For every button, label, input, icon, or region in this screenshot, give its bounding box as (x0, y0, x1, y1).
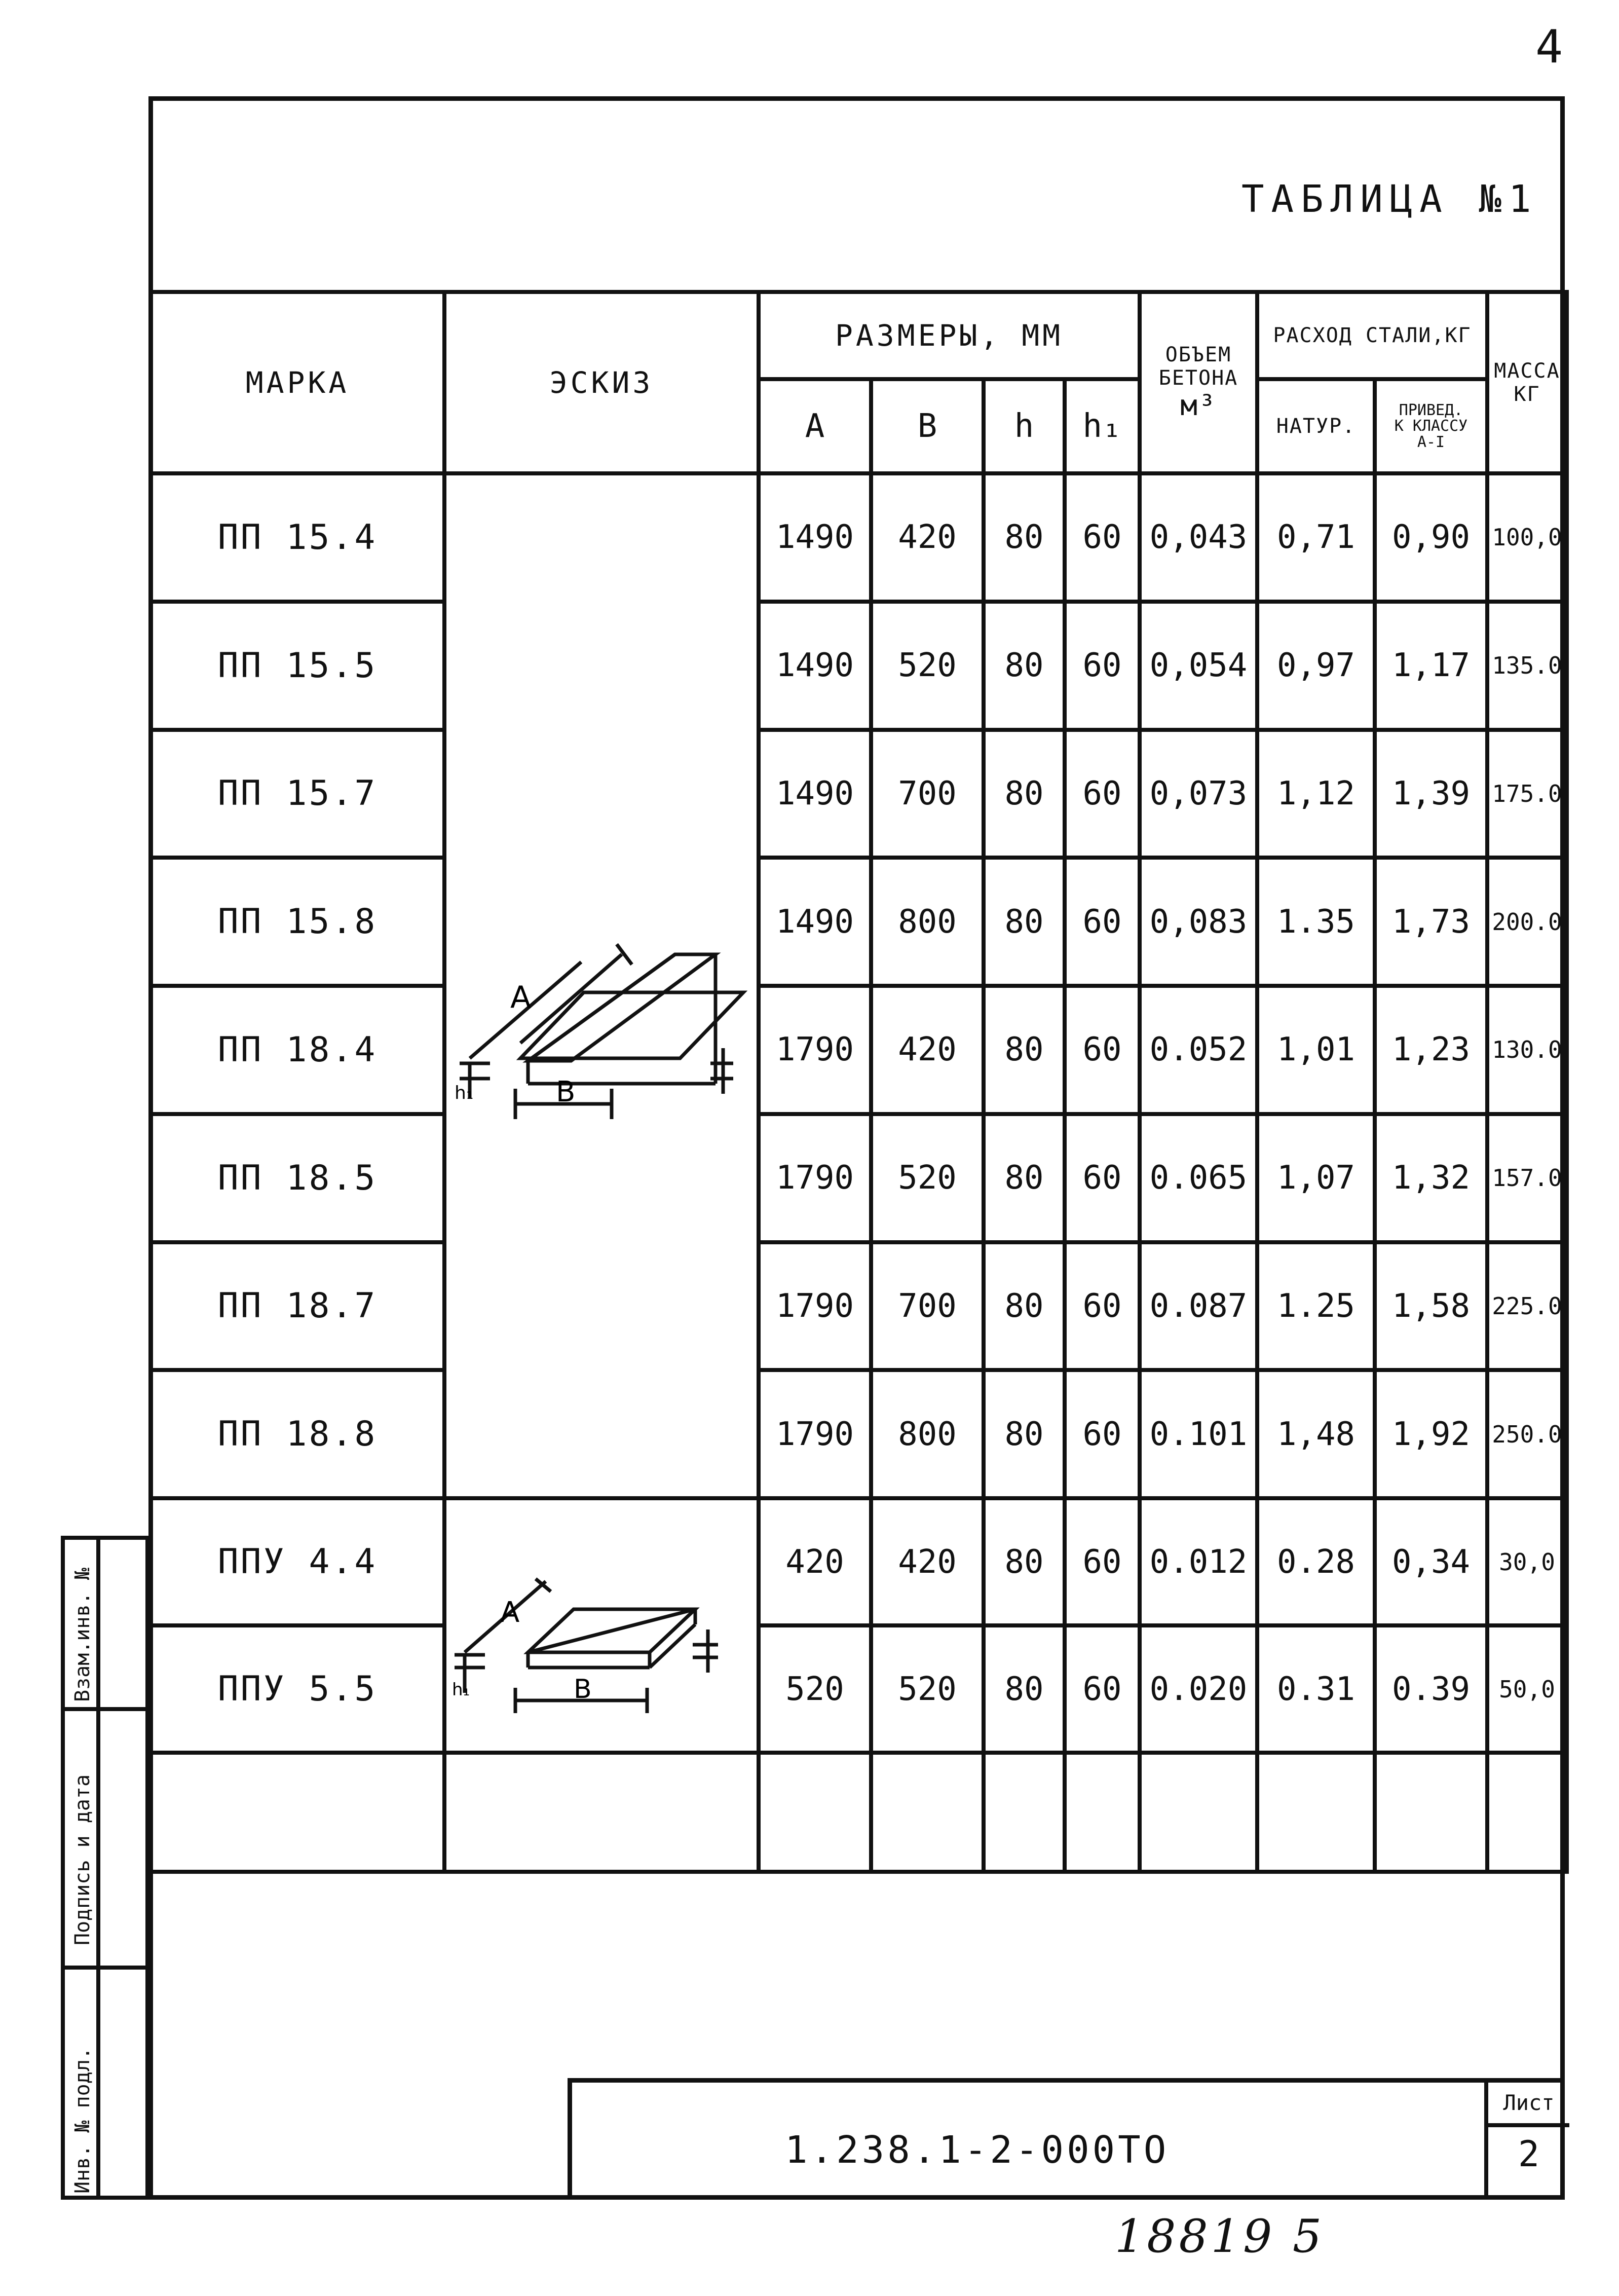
cell-red: 0,90 (1375, 473, 1487, 602)
sketch2-label-h1: h₁ (452, 1680, 470, 1700)
cell-h1: 60 (1065, 1114, 1140, 1242)
specification-table (148, 290, 1569, 1874)
header-dim-h1: h₁ (1065, 379, 1140, 473)
cell-nat: 0.28 (1257, 1498, 1375, 1625)
sheet-label: Лист (1488, 2083, 1569, 2127)
sheet-number: 2 (1518, 2133, 1540, 2175)
header-dimensions: РАЗМЕРЫ, ММ (759, 292, 1140, 379)
cell-empty (1375, 1753, 1487, 1872)
header-mass-label: МАССА (1494, 359, 1560, 383)
header-steel-reduced-3: А-I (1417, 433, 1445, 451)
cell-mass: 225.0 (1487, 1242, 1567, 1371)
cell-mass: 30,0 (1487, 1498, 1567, 1625)
table-row (150, 1498, 1567, 1625)
cell-a: 1490 (759, 730, 871, 858)
cell-red: 0,34 (1375, 1498, 1487, 1625)
cell-empty (984, 1753, 1065, 1872)
cell-nat: 0.31 (1257, 1625, 1375, 1753)
cell-h: 80 (984, 1114, 1065, 1242)
cell-a: 1790 (759, 1242, 871, 1371)
cell-empty (1140, 1753, 1257, 1872)
header-dim-h: h (984, 379, 1065, 473)
header-dim-b: В (871, 379, 984, 473)
side-stamp-replace: Взам.инв. № (71, 1568, 94, 1702)
page-number: 4 (1535, 20, 1563, 73)
cell-mass: 135.0 (1487, 602, 1567, 730)
slab-square-sketch-icon (449, 1500, 754, 1749)
cell-red: 1,58 (1375, 1242, 1487, 1371)
header-concrete-top: ОБЪЕМ (1165, 343, 1232, 366)
cell-h: 80 (984, 1370, 1065, 1498)
cell-empty (1065, 1753, 1140, 1872)
table-row (150, 1114, 1567, 1242)
cell-mass: 130.0 (1487, 986, 1567, 1114)
cell-a: 1790 (759, 986, 871, 1114)
table-row (150, 1242, 1567, 1371)
cell-nat: 1,07 (1257, 1114, 1375, 1242)
cell-mark: ПП 15.5 (150, 602, 444, 730)
header-steel-reduced (1375, 379, 1487, 473)
cell-h1: 60 (1065, 858, 1140, 986)
cell-nat: 1,01 (1257, 986, 1375, 1114)
cell-nat: 1,48 (1257, 1370, 1375, 1498)
cell-b: 420 (871, 1498, 984, 1625)
header-steel-natural: НАТУР. (1257, 379, 1375, 473)
title-block (568, 2078, 1565, 2200)
side-stamp-signature: Подпись и дата (71, 1774, 94, 1945)
cell-mass: 250.0 (1487, 1370, 1567, 1498)
cell-nat: 0,97 (1257, 602, 1375, 730)
side-stamp (61, 1536, 149, 2200)
sketch2-label-b: В (574, 1674, 592, 1705)
cell-a: 1490 (759, 858, 871, 986)
table-row-empty (150, 1753, 1567, 1872)
sketch-slab-square (444, 1498, 759, 1753)
cell-vol: 0.087 (1140, 1242, 1257, 1371)
cell-mark: ПП 18.7 (150, 1242, 444, 1371)
cell-h: 80 (984, 986, 1065, 1114)
header-steel: РАСХОД СТАЛИ,КГ (1257, 292, 1487, 379)
document-code: 1.238.1-2-000ТО (785, 2128, 1170, 2172)
header-dim-a: А (759, 379, 871, 473)
cell-mark: ПП 18.5 (150, 1114, 444, 1242)
cell-mark: ППУ 4.4 (150, 1498, 444, 1625)
cell-mark: ПП 15.7 (150, 730, 444, 858)
cell-mass: 157.0 (1487, 1114, 1567, 1242)
cell-h1: 60 (1065, 1625, 1140, 1753)
header-concrete-bottom: БЕТОНА (1158, 366, 1238, 390)
cell-h1: 60 (1065, 1370, 1140, 1498)
side-stamp-inventory: Инв. № подл. (71, 2047, 94, 2194)
cell-mark: ПП 18.8 (150, 1370, 444, 1498)
cell-nat: 1,12 (1257, 730, 1375, 858)
cell-empty (1487, 1753, 1567, 1872)
cell-mark: ППУ 5.5 (150, 1625, 444, 1753)
cell-h: 80 (984, 730, 1065, 858)
sheet-cell (1484, 2083, 1569, 2200)
table-row (150, 1370, 1567, 1498)
cell-vol: 0.065 (1140, 1114, 1257, 1242)
cell-h: 80 (984, 473, 1065, 602)
cell-red: 1,23 (1375, 986, 1487, 1114)
cell-h: 80 (984, 1242, 1065, 1371)
header-mass (1487, 292, 1567, 473)
cell-red: 1,32 (1375, 1114, 1487, 1242)
cell-vol: 0.020 (1140, 1625, 1257, 1753)
cell-mark: ПП 18.4 (150, 986, 444, 1114)
cell-h1: 60 (1065, 1242, 1140, 1371)
cell-h1: 60 (1065, 602, 1140, 730)
cell-b: 420 (871, 986, 984, 1114)
cell-mass: 175.0 (1487, 730, 1567, 858)
cell-nat: 1.25 (1257, 1242, 1375, 1371)
cell-red: 1,92 (1375, 1370, 1487, 1498)
cell-mass: 50,0 (1487, 1625, 1567, 1753)
cell-red: 0.39 (1375, 1625, 1487, 1753)
sketch2-label-a: А (500, 1596, 520, 1629)
cell-h1: 60 (1065, 1498, 1140, 1625)
sketch-label-a: А (510, 980, 532, 1015)
table-row (150, 858, 1567, 986)
cell-a: 1790 (759, 1114, 871, 1242)
cell-h1: 60 (1065, 730, 1140, 858)
cell-h: 80 (984, 602, 1065, 730)
cell-h1: 60 (1065, 986, 1140, 1114)
cell-b: 700 (871, 1242, 984, 1371)
cell-nat: 1.35 (1257, 858, 1375, 986)
cell-red: 1,17 (1375, 602, 1487, 730)
slab-sketch-icon (449, 475, 754, 1494)
cell-h1: 60 (1065, 473, 1140, 602)
table-row (150, 730, 1567, 858)
handwritten-number: 18819 5 (1115, 2210, 1325, 2263)
cell-b: 700 (871, 730, 984, 858)
cell-a: 1790 (759, 1370, 871, 1498)
cell-vol: 0,073 (1140, 730, 1257, 858)
header-steel-reduced-1: ПРИВЕД. (1399, 401, 1463, 419)
table-title: ТАБЛИЦА №1 (1241, 177, 1538, 221)
cell-b: 520 (871, 1625, 984, 1753)
cell-empty (871, 1753, 984, 1872)
cell-empty (444, 1753, 759, 1872)
cell-mark: ПП 15.4 (150, 473, 444, 602)
cell-b: 800 (871, 1370, 984, 1498)
sketch-label-b: В (556, 1076, 576, 1108)
sketch-label-h1: h₁ (455, 1083, 474, 1103)
cell-mass: 200.0 (1487, 858, 1567, 986)
cell-a: 520 (759, 1625, 871, 1753)
header-concrete-unit: м³ (1180, 389, 1217, 422)
header-sketch: ЭСКИЗ (444, 292, 759, 473)
table-row (150, 602, 1567, 730)
cell-h: 80 (984, 1625, 1065, 1753)
cell-b: 420 (871, 473, 984, 602)
header-concrete-volume (1140, 292, 1257, 473)
cell-h: 80 (984, 858, 1065, 986)
cell-vol: 0,083 (1140, 858, 1257, 986)
cell-vol: 0.101 (1140, 1370, 1257, 1498)
cell-b: 800 (871, 858, 984, 986)
table-row (150, 986, 1567, 1114)
cell-b: 520 (871, 602, 984, 730)
cell-red: 1,39 (1375, 730, 1487, 858)
header-steel-reduced-2: К КЛАССУ (1394, 417, 1468, 435)
cell-h: 80 (984, 1498, 1065, 1625)
table-row (150, 473, 1567, 602)
table-row (150, 1625, 1567, 1753)
cell-vol: 0.012 (1140, 1498, 1257, 1625)
cell-nat: 0,71 (1257, 473, 1375, 602)
sketch-slab (444, 473, 759, 1498)
cell-a: 1490 (759, 473, 871, 602)
cell-empty (1257, 1753, 1375, 1872)
header-mass-unit: КГ (1514, 383, 1540, 406)
cell-vol: 0,054 (1140, 602, 1257, 730)
cell-empty (150, 1753, 444, 1872)
cell-mark: ПП 15.8 (150, 858, 444, 986)
cell-vol: 0,043 (1140, 473, 1257, 602)
cell-mass: 100,0 (1487, 473, 1567, 602)
cell-a: 1490 (759, 602, 871, 730)
cell-a: 420 (759, 1498, 871, 1625)
cell-vol: 0.052 (1140, 986, 1257, 1114)
cell-empty (759, 1753, 871, 1872)
header-mark: МАРКА (150, 292, 444, 473)
cell-b: 520 (871, 1114, 984, 1242)
cell-red: 1,73 (1375, 858, 1487, 986)
